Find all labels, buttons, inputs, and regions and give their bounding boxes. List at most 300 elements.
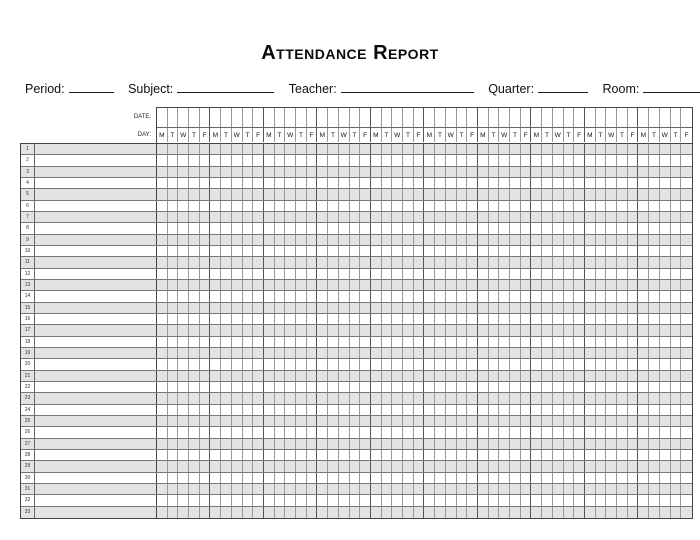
attendance-cell bbox=[317, 257, 328, 267]
attendance-cell bbox=[210, 484, 221, 494]
attendance-cell bbox=[392, 325, 403, 335]
attendance-cell bbox=[189, 393, 200, 403]
attendance-cell bbox=[424, 393, 435, 403]
attendance-cell bbox=[606, 178, 617, 188]
attendance-cell bbox=[553, 246, 564, 256]
attendance-cell bbox=[521, 155, 532, 165]
attendance-cell bbox=[339, 507, 350, 518]
attendance-cell bbox=[285, 393, 296, 403]
attendance-cell bbox=[264, 246, 275, 256]
attendance-cell bbox=[350, 280, 361, 290]
attendance-cell bbox=[264, 484, 275, 494]
attendance-cell bbox=[382, 257, 393, 267]
attendance-cell bbox=[253, 303, 264, 313]
day-letter-cell: W bbox=[285, 128, 296, 142]
attendance-cell bbox=[531, 303, 542, 313]
attendance-cell bbox=[531, 167, 542, 177]
attendance-cell bbox=[478, 178, 489, 188]
attendance-cell bbox=[243, 257, 254, 267]
attendance-cell bbox=[617, 507, 628, 518]
attendance-cell bbox=[178, 223, 189, 233]
attendance-cell bbox=[649, 314, 660, 324]
attendance-cell bbox=[275, 280, 286, 290]
attendance-cell bbox=[606, 291, 617, 301]
attendance-cell bbox=[328, 314, 339, 324]
attendance-cell bbox=[157, 178, 168, 188]
row-number: 29 bbox=[21, 461, 35, 471]
attendance-cell bbox=[478, 235, 489, 245]
attendance-cell bbox=[606, 371, 617, 381]
attendance-cell bbox=[638, 473, 649, 483]
attendance-cell bbox=[221, 495, 232, 505]
attendance-cell bbox=[681, 223, 692, 233]
attendance-cell bbox=[189, 337, 200, 347]
attendance-cell bbox=[360, 507, 371, 518]
attendance-cell bbox=[350, 461, 361, 471]
attendance-cell bbox=[317, 155, 328, 165]
attendance-cell bbox=[628, 495, 639, 505]
attendance-cell bbox=[649, 303, 660, 313]
attendance-cell bbox=[210, 507, 221, 518]
attendance-cell bbox=[596, 303, 607, 313]
attendance-cell bbox=[168, 178, 179, 188]
attendance-cell bbox=[275, 269, 286, 279]
attendance-cell bbox=[350, 416, 361, 426]
attendance-cell bbox=[317, 359, 328, 369]
attendance-cell bbox=[628, 507, 639, 518]
attendance-cell bbox=[499, 382, 510, 392]
attendance-cell bbox=[243, 212, 254, 222]
attendance-cell bbox=[424, 507, 435, 518]
attendance-cell bbox=[510, 167, 521, 177]
attendance-cell bbox=[574, 416, 585, 426]
row-number: 6 bbox=[21, 201, 35, 211]
attendance-cell bbox=[243, 348, 254, 358]
attendance-cell bbox=[649, 144, 660, 154]
attendance-cell bbox=[157, 257, 168, 267]
student-row bbox=[21, 348, 692, 359]
attendance-cell bbox=[531, 212, 542, 222]
attendance-cell bbox=[660, 212, 671, 222]
attendance-cell bbox=[574, 167, 585, 177]
attendance-cell bbox=[232, 405, 243, 415]
attendance-cell bbox=[403, 348, 414, 358]
attendance-cell bbox=[382, 461, 393, 471]
attendance-cell bbox=[178, 178, 189, 188]
attendance-cell bbox=[660, 178, 671, 188]
attendance-cell bbox=[296, 371, 307, 381]
subject-field bbox=[128, 80, 274, 97]
attendance-cell bbox=[403, 325, 414, 335]
attendance-cell bbox=[307, 201, 318, 211]
attendance-cell bbox=[414, 507, 425, 518]
attendance-cell bbox=[489, 212, 500, 222]
attendance-cell bbox=[574, 461, 585, 471]
attendance-cell bbox=[360, 371, 371, 381]
attendance-cell bbox=[606, 269, 617, 279]
attendance-cell bbox=[681, 382, 692, 392]
attendance-cell bbox=[328, 382, 339, 392]
student-name-cell bbox=[35, 427, 157, 437]
attendance-cell bbox=[178, 495, 189, 505]
attendance-cell bbox=[296, 495, 307, 505]
attendance-cell bbox=[307, 325, 318, 335]
attendance-cell bbox=[414, 167, 425, 177]
attendance-cell bbox=[596, 223, 607, 233]
attendance-cell bbox=[317, 201, 328, 211]
attendance-cell bbox=[178, 484, 189, 494]
attendance-cell bbox=[350, 189, 361, 199]
attendance-cell bbox=[446, 393, 457, 403]
attendance-cell bbox=[617, 155, 628, 165]
date-cell bbox=[510, 108, 521, 127]
attendance-cell bbox=[531, 246, 542, 256]
attendance-cell bbox=[360, 280, 371, 290]
attendance-cell bbox=[350, 405, 361, 415]
attendance-cell bbox=[628, 178, 639, 188]
attendance-cell bbox=[457, 314, 468, 324]
attendance-cell bbox=[467, 144, 478, 154]
attendance-cell bbox=[446, 314, 457, 324]
student-name-cell bbox=[35, 212, 157, 222]
attendance-cell bbox=[360, 144, 371, 154]
attendance-cell bbox=[435, 359, 446, 369]
attendance-cell bbox=[339, 223, 350, 233]
attendance-cell bbox=[253, 291, 264, 301]
attendance-cell bbox=[446, 144, 457, 154]
attendance-cell bbox=[253, 269, 264, 279]
attendance-cell bbox=[371, 359, 382, 369]
attendance-cell bbox=[403, 405, 414, 415]
attendance-cell bbox=[628, 337, 639, 347]
attendance-cell bbox=[606, 303, 617, 313]
attendance-cell bbox=[553, 427, 564, 437]
attendance-cell bbox=[210, 405, 221, 415]
attendance-cell bbox=[553, 167, 564, 177]
attendance-cell bbox=[596, 461, 607, 471]
attendance-cell bbox=[606, 314, 617, 324]
attendance-cell bbox=[221, 427, 232, 437]
attendance-cell bbox=[371, 246, 382, 256]
row-number: 2 bbox=[21, 155, 35, 165]
attendance-cell bbox=[467, 314, 478, 324]
attendance-cell bbox=[542, 405, 553, 415]
attendance-cell bbox=[328, 223, 339, 233]
attendance-cell bbox=[457, 246, 468, 256]
day-letter-cell: F bbox=[307, 128, 318, 142]
attendance-cell bbox=[499, 223, 510, 233]
attendance-cell bbox=[435, 371, 446, 381]
attendance-cell bbox=[489, 371, 500, 381]
attendance-cell bbox=[510, 382, 521, 392]
attendance-cell bbox=[531, 495, 542, 505]
attendance-cell bbox=[178, 348, 189, 358]
attendance-cell bbox=[350, 155, 361, 165]
attendance-cell bbox=[553, 201, 564, 211]
attendance-cell bbox=[489, 461, 500, 471]
attendance-cell bbox=[307, 507, 318, 518]
day-letter-cell: W bbox=[660, 128, 671, 142]
attendance-cell bbox=[499, 144, 510, 154]
attendance-cell bbox=[350, 439, 361, 449]
attendance-cell bbox=[681, 144, 692, 154]
student-name-cell bbox=[35, 280, 157, 290]
attendance-cell bbox=[371, 450, 382, 460]
attendance-cell bbox=[414, 189, 425, 199]
attendance-cell bbox=[339, 291, 350, 301]
row-number: 10 bbox=[21, 246, 35, 256]
attendance-cell bbox=[457, 495, 468, 505]
attendance-cell bbox=[628, 450, 639, 460]
attendance-cell bbox=[542, 223, 553, 233]
attendance-cell bbox=[414, 280, 425, 290]
attendance-cell bbox=[457, 416, 468, 426]
attendance-cell bbox=[178, 325, 189, 335]
attendance-cell bbox=[371, 212, 382, 222]
attendance-cell bbox=[275, 371, 286, 381]
attendance-cell bbox=[307, 439, 318, 449]
day-letter-cell: F bbox=[414, 128, 425, 142]
attendance-cell bbox=[275, 246, 286, 256]
student-name-cell bbox=[35, 223, 157, 233]
attendance-cell bbox=[360, 291, 371, 301]
attendance-cell bbox=[392, 178, 403, 188]
attendance-cell bbox=[264, 473, 275, 483]
attendance-cell bbox=[435, 155, 446, 165]
attendance-cell bbox=[553, 382, 564, 392]
attendance-cell bbox=[542, 439, 553, 449]
date-cell bbox=[489, 108, 500, 127]
attendance-cell bbox=[307, 382, 318, 392]
attendance-cell bbox=[596, 212, 607, 222]
attendance-cell bbox=[596, 178, 607, 188]
attendance-cell bbox=[628, 314, 639, 324]
attendance-cell bbox=[660, 348, 671, 358]
page-title: Attendance Report bbox=[261, 42, 439, 64]
student-row bbox=[21, 189, 692, 200]
attendance-cell bbox=[671, 246, 682, 256]
attendance-cell bbox=[253, 246, 264, 256]
attendance-cell bbox=[371, 269, 382, 279]
attendance-cell bbox=[424, 291, 435, 301]
attendance-cell bbox=[521, 269, 532, 279]
attendance-cell bbox=[200, 303, 211, 313]
attendance-cell bbox=[671, 348, 682, 358]
attendance-cell bbox=[296, 144, 307, 154]
attendance-cell bbox=[403, 495, 414, 505]
attendance-cell bbox=[478, 291, 489, 301]
date-cell bbox=[339, 108, 350, 127]
attendance-cell bbox=[414, 246, 425, 256]
attendance-cell bbox=[168, 348, 179, 358]
attendance-cell bbox=[478, 167, 489, 177]
attendance-cell bbox=[403, 337, 414, 347]
attendance-cell bbox=[243, 246, 254, 256]
attendance-cell bbox=[489, 246, 500, 256]
attendance-cell bbox=[414, 269, 425, 279]
attendance-cell bbox=[510, 235, 521, 245]
attendance-cell bbox=[243, 484, 254, 494]
attendance-cell bbox=[200, 189, 211, 199]
attendance-cell bbox=[671, 223, 682, 233]
attendance-cell bbox=[671, 439, 682, 449]
attendance-cell bbox=[681, 235, 692, 245]
attendance-cell bbox=[499, 461, 510, 471]
attendance-cell bbox=[360, 337, 371, 347]
date-cell bbox=[264, 108, 275, 127]
attendance-cell bbox=[232, 495, 243, 505]
attendance-cell bbox=[168, 439, 179, 449]
attendance-cell bbox=[457, 382, 468, 392]
attendance-cell bbox=[489, 144, 500, 154]
attendance-cell bbox=[585, 393, 596, 403]
attendance-cell bbox=[478, 473, 489, 483]
attendance-cell bbox=[638, 144, 649, 154]
attendance-cell bbox=[307, 337, 318, 347]
attendance-cell bbox=[478, 484, 489, 494]
day-letter-cell: T bbox=[168, 128, 179, 142]
attendance-cell bbox=[478, 246, 489, 256]
attendance-cell bbox=[606, 416, 617, 426]
day-letter-cell: W bbox=[392, 128, 403, 142]
attendance-cell bbox=[489, 269, 500, 279]
attendance-cell bbox=[328, 257, 339, 267]
attendance-cell bbox=[264, 325, 275, 335]
attendance-cell bbox=[660, 382, 671, 392]
attendance-cell bbox=[499, 235, 510, 245]
attendance-cell bbox=[521, 201, 532, 211]
student-name-cell bbox=[35, 393, 157, 403]
attendance-cell bbox=[531, 178, 542, 188]
attendance-cell bbox=[424, 405, 435, 415]
attendance-cell bbox=[574, 235, 585, 245]
attendance-cell bbox=[360, 439, 371, 449]
attendance-cell bbox=[660, 223, 671, 233]
attendance-cell bbox=[617, 348, 628, 358]
attendance-cell bbox=[499, 416, 510, 426]
attendance-cell bbox=[221, 461, 232, 471]
attendance-cell bbox=[467, 450, 478, 460]
attendance-cell bbox=[446, 461, 457, 471]
attendance-cell bbox=[221, 382, 232, 392]
attendance-cell bbox=[414, 427, 425, 437]
date-cell bbox=[457, 108, 468, 127]
attendance-cell bbox=[596, 484, 607, 494]
day-letter-cell: T bbox=[564, 128, 575, 142]
day-letter-cell: F bbox=[684, 131, 689, 139]
attendance-cell bbox=[660, 359, 671, 369]
attendance-cell bbox=[553, 359, 564, 369]
attendance-cell bbox=[328, 495, 339, 505]
attendance-cell bbox=[424, 495, 435, 505]
attendance-cell bbox=[649, 155, 660, 165]
attendance-cell bbox=[253, 144, 264, 154]
attendance-cell bbox=[531, 291, 542, 301]
attendance-cell bbox=[414, 473, 425, 483]
attendance-cell bbox=[585, 337, 596, 347]
row-number: 28 bbox=[21, 450, 35, 460]
attendance-cell bbox=[553, 405, 564, 415]
attendance-cell bbox=[435, 167, 446, 177]
row-number: 14 bbox=[21, 291, 35, 301]
attendance-cell bbox=[660, 257, 671, 267]
attendance-cell bbox=[392, 337, 403, 347]
attendance-cell bbox=[232, 325, 243, 335]
attendance-cell bbox=[414, 201, 425, 211]
attendance-cell bbox=[671, 314, 682, 324]
attendance-cell bbox=[574, 439, 585, 449]
attendance-cell bbox=[596, 439, 607, 449]
attendance-cell bbox=[253, 167, 264, 177]
attendance-cell bbox=[296, 416, 307, 426]
attendance-cell bbox=[596, 291, 607, 301]
attendance-cell bbox=[232, 427, 243, 437]
attendance-cell bbox=[606, 495, 617, 505]
attendance-cell bbox=[489, 223, 500, 233]
attendance-cell bbox=[681, 257, 692, 267]
attendance-cell bbox=[232, 303, 243, 313]
attendance-cell bbox=[168, 473, 179, 483]
attendance-cell bbox=[168, 461, 179, 471]
attendance-cell bbox=[574, 201, 585, 211]
attendance-cell bbox=[210, 189, 221, 199]
attendance-cell bbox=[585, 382, 596, 392]
attendance-cell bbox=[382, 348, 393, 358]
attendance-cell bbox=[296, 235, 307, 245]
attendance-cell bbox=[478, 155, 489, 165]
attendance-cell bbox=[382, 427, 393, 437]
attendance-cell bbox=[350, 450, 361, 460]
attendance-cell bbox=[307, 257, 318, 267]
attendance-cell bbox=[371, 223, 382, 233]
attendance-cell bbox=[596, 382, 607, 392]
attendance-cell bbox=[542, 325, 553, 335]
attendance-cell bbox=[317, 348, 328, 358]
attendance-cell bbox=[382, 405, 393, 415]
row-number: 1 bbox=[21, 144, 35, 154]
attendance-cell bbox=[296, 325, 307, 335]
attendance-cell bbox=[157, 291, 168, 301]
attendance-cell bbox=[371, 280, 382, 290]
attendance-cell bbox=[467, 246, 478, 256]
attendance-cell bbox=[478, 201, 489, 211]
attendance-cell bbox=[660, 314, 671, 324]
attendance-cell bbox=[649, 348, 660, 358]
attendance-cell bbox=[489, 155, 500, 165]
attendance-cell bbox=[264, 337, 275, 347]
attendance-cell bbox=[457, 439, 468, 449]
attendance-cell bbox=[317, 280, 328, 290]
date-cell bbox=[350, 108, 361, 127]
attendance-cell bbox=[189, 246, 200, 256]
attendance-cell bbox=[446, 269, 457, 279]
attendance-cell bbox=[638, 280, 649, 290]
attendance-cell bbox=[232, 257, 243, 267]
attendance-cell bbox=[542, 382, 553, 392]
attendance-cell bbox=[339, 473, 350, 483]
attendance-cell bbox=[275, 484, 286, 494]
attendance-cell bbox=[585, 280, 596, 290]
attendance-cell bbox=[221, 155, 232, 165]
attendance-cell bbox=[596, 189, 607, 199]
student-row bbox=[21, 212, 692, 223]
attendance-cell bbox=[285, 382, 296, 392]
attendance-cell bbox=[200, 495, 211, 505]
attendance-cell bbox=[542, 359, 553, 369]
attendance-cell bbox=[414, 416, 425, 426]
attendance-cell bbox=[681, 416, 692, 426]
attendance-cell bbox=[596, 507, 607, 518]
